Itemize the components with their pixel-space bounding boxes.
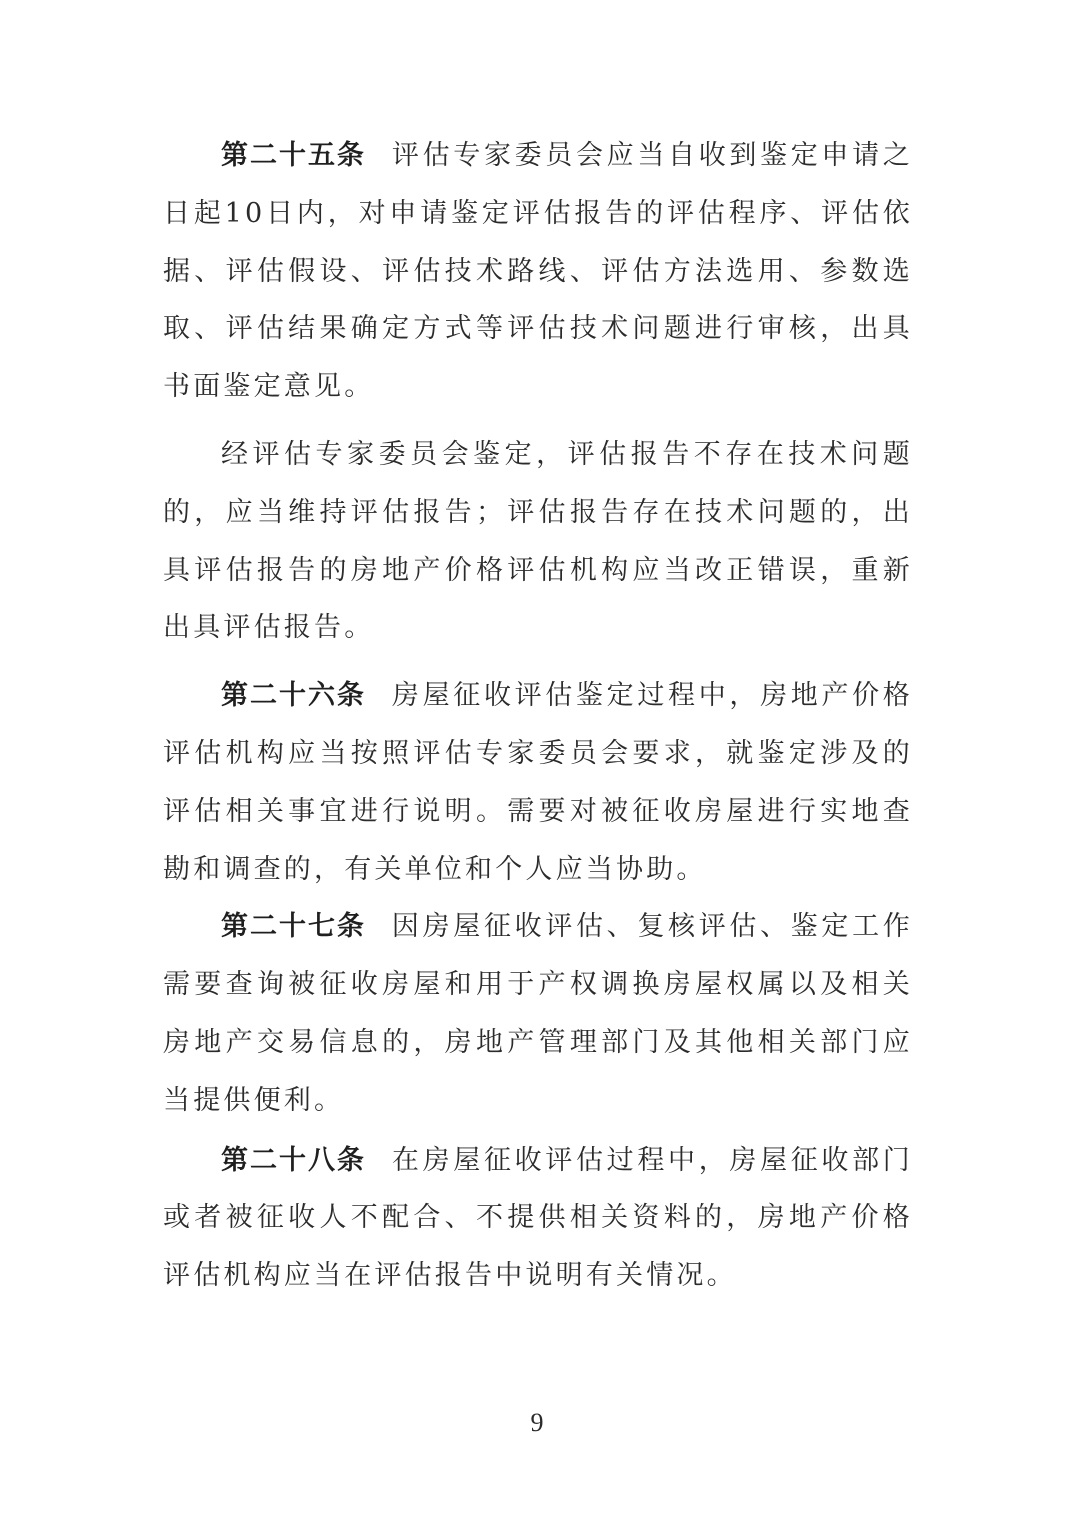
- article-27-paragraph: [163, 898, 913, 1129]
- article-25-second-paragraph: [163, 426, 913, 657]
- page-number: 9: [530, 1408, 544, 1437]
- document-body: [163, 127, 913, 1305]
- article-28-text: 在房屋征收评估过程中，房屋征收部门或者被征收人不配合、不提供相关资料的，房地产价格评估机构应当在评估报告中说明有关情况。: [163, 1144, 913, 1292]
- article-25-text: 评估专家委员会应当自收到鉴定申请之日起10日内，对申请鉴定评估报告的评估程序、评估依据、评估假设、评估技术路线、评估方法选用、参数选取、评估结果确定方式等评估技术问题进行审核，出具书面鉴定意见。: [163, 140, 913, 403]
- article-25-paragraph: [163, 127, 913, 416]
- article-26-paragraph: [163, 667, 913, 898]
- article-28-paragraph: [163, 1132, 913, 1305]
- article-27-number: 第二十七条: [221, 911, 366, 943]
- article-25-second-text: 经评估专家委员会鉴定，评估报告不存在技术问题的，应当维持评估报告；评估报告存在技术问题的，出具评估报告的房地产价格评估机构应当改正错误，重新出具评估报告。: [163, 438, 913, 644]
- article-26-number: 第二十六条: [221, 680, 366, 712]
- article-26-text: 房屋征收评估鉴定过程中，房地产价格评估机构应当按照评估专家委员会要求，就鉴定涉及的评估相关事宜进行说明。需要对被征收房屋进行实地查勘和调查的，有关单位和个人应当协助。: [163, 680, 913, 885]
- article-28-number: 第二十八条: [221, 1144, 366, 1176]
- article-25-number: 第二十五条: [221, 140, 366, 171]
- article-27-text: 因房屋征收评估、复核评估、鉴定工作需要查询被征收房屋和用于产权调换房屋权属以及相关房地产交易信息的，房地产管理部门及其他相关部门应当提供便利。: [163, 911, 913, 1116]
